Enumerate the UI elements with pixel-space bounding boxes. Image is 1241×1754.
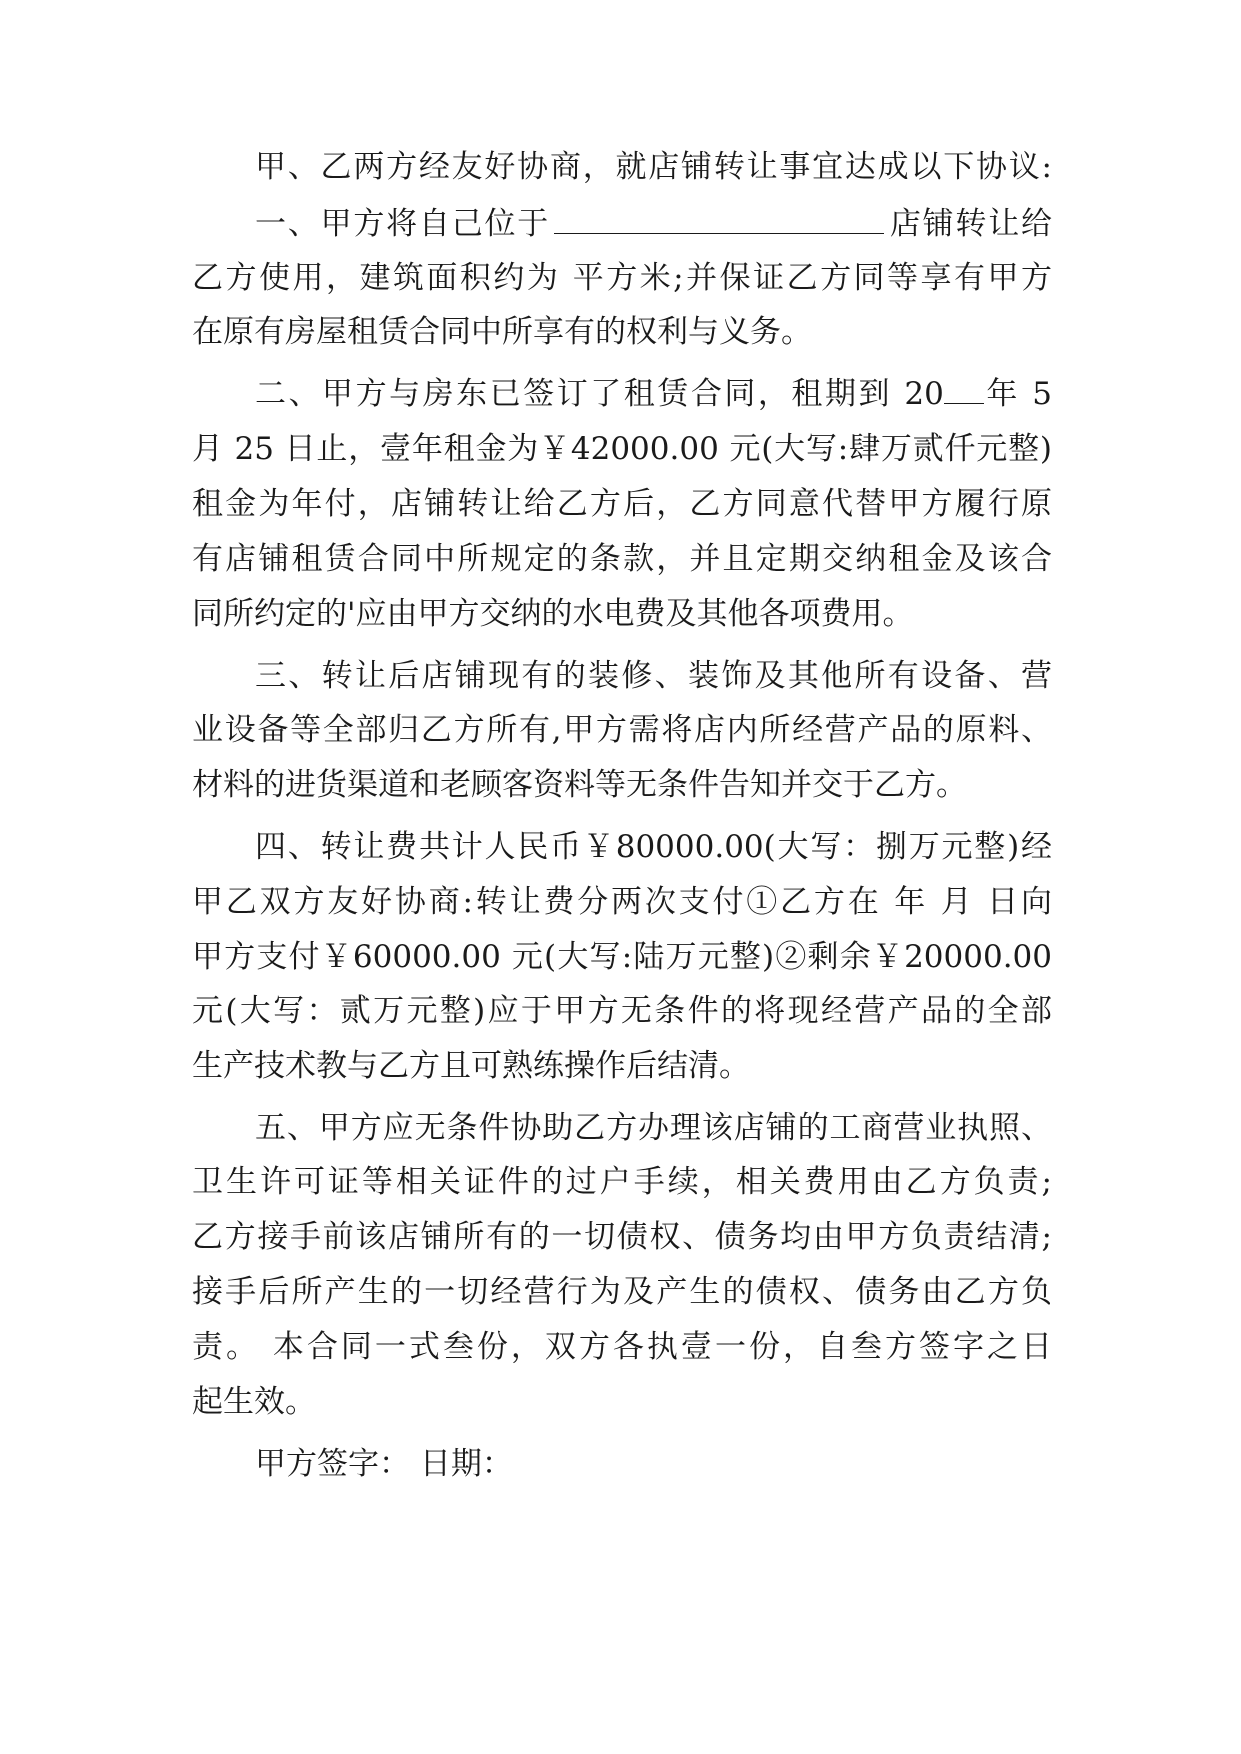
clause2-line2: 月 25 日止，壹年租金为￥42000.00 元(大写:肆万贰仟元整) (192, 431, 1052, 467)
clause4-line4: 元(大写：贰万元整)应于甲方无条件的将现经营产品的全部 (192, 993, 1052, 1029)
clause5-line1: 五、甲方应无条件协助乙方办理该店铺的工商营业执照、 (255, 1110, 1052, 1146)
intro-line: 甲、乙两方经友好协商，就店铺转让事宜达成以下协议: (255, 149, 1052, 185)
clause3-line1: 三、转让后店铺现有的装修、装饰及其他所有设备、营 (255, 658, 1052, 694)
clause4-line3: 甲方支付￥60000.00 元(大写:陆万元整)②剩余￥20000.00 (192, 939, 1052, 975)
location-blank (554, 193, 884, 234)
clause4-line1: 四、转让费共计人民币￥80000.00(大写：捌万元整)经 (255, 829, 1052, 865)
clause5-line5: 责。 本合同一式叁份，双方各执壹一份，自叁方签字之日 (192, 1329, 1052, 1365)
clause5-line3: 乙方接手前该店铺所有的一切债权、债务均由甲方负责结清; (192, 1219, 1052, 1255)
signature-line: 甲方签字： 日期： (255, 1446, 513, 1482)
clause1-line1 (255, 193, 1052, 253)
clause4-line5: 生产技术教与乙方且可熟练操作后结清。 (192, 1048, 750, 1084)
clause2-line4: 有店铺租赁合同中所规定的条款，并且定期交纳租金及该合 (192, 541, 1052, 577)
clause4-line2: 甲乙双方友好协商:转让费分两次支付①乙方在 年 月 日向 (192, 884, 1052, 920)
clause1-text-after: 店铺转让给 (888, 206, 1053, 242)
year-blank (944, 373, 984, 404)
clause2-line3: 租金为年付，店铺转让给乙方后，乙方同意代替甲方履行原 (192, 486, 1052, 522)
clause1-line3: 在原有房屋租赁合同中所享有的权利与义务。 (192, 314, 812, 350)
clause2-text-after: 年 5 (983, 376, 1052, 412)
clause2-text-before: 二、甲方与房东已签订了租赁合同，租期到 20 (255, 376, 944, 412)
clause3-line3: 材料的进货渠道和老顾客资料等无条件告知并交于乙方。 (192, 767, 967, 803)
clause1-text-before: 一、甲方将自己位于 (255, 206, 551, 242)
clause1-line2: 乙方使用，建筑面积约为 平方米;并保证乙方同等享有甲方 (192, 260, 1052, 296)
clause5-line4: 接手后所产生的一切经营行为及产生的债权、债务由乙方负 (192, 1274, 1052, 1310)
clause5-line6: 起生效。 (192, 1384, 316, 1420)
clause2-line5: 同所约定的'应由甲方交纳的水电费及其他各项费用。 (192, 596, 914, 632)
clause2-line1 (255, 364, 1052, 424)
clause3-line2: 业设备等全部归乙方所有,甲方需将店内所经营产品的原料、 (192, 712, 1052, 748)
clause5-line2: 卫生许可证等相关证件的过户手续，相关费用由乙方负责; (192, 1164, 1052, 1200)
